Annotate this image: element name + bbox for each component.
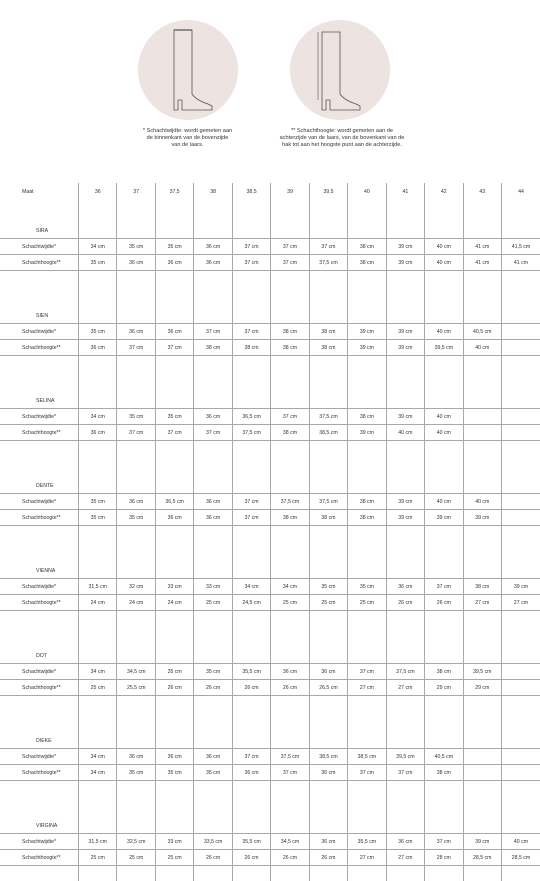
shaft-height-value: 39 cm [386,255,424,271]
model-name: DOT [0,649,79,664]
shaft-width-row [0,749,540,765]
shaft-height-value: 26 cm [309,850,347,866]
shaft-height-label: Schachthoogte** [0,765,79,781]
shaft-height-value: 25 cm [271,595,309,611]
shaft-height-value: 27 cm [463,595,501,611]
shaft-width-value [501,324,540,340]
shaft-width-value: 31,5 cm [79,579,117,595]
shaft-width-value: 41 cm [463,239,501,255]
shaft-height-row [0,595,540,611]
shaft-width-value: 37 cm [232,239,270,255]
shaft-width-value: 36 cm [117,324,155,340]
shaft-width-label: Schachtwijdte* [0,324,79,340]
size-value: 44 [501,183,540,201]
shaft-width-value: 35 cm [155,664,193,680]
shaft-height-row [0,680,540,696]
shaft-height-value: 39,5 cm [425,340,463,356]
size-value: 41 [386,183,424,201]
shaft-width-value [463,409,501,425]
shaft-width-value: 36 cm [386,834,424,850]
shaft-width-value: 40 cm [501,834,540,850]
shaft-height-label: Schachthoogte** [0,595,79,611]
spacer-row [0,441,540,457]
model-name: SELINA [0,394,79,409]
shaft-width-value: 38 cm [348,494,386,510]
shaft-width-value: 36 cm [155,749,193,765]
model-name-row [0,649,540,664]
shaft-height-label: Schachthoogte** [0,255,79,271]
shaft-width-value: 35,5 cm [348,834,386,850]
shaft-width-value: 41,5 cm [501,239,540,255]
shaft-width-value: 34,5 cm [117,664,155,680]
shaft-height-value: 26 cm [194,850,232,866]
shaft-width-value: 33,5 cm [194,834,232,850]
shaft-height-value: 41 cm [463,255,501,271]
shaft-height-value: 27 cm [348,680,386,696]
shaft-width-value: 36 cm [309,664,347,680]
shaft-width-value: 40,5 cm [463,324,501,340]
shaft-width-value: 36 cm [117,749,155,765]
shaft-height-row [0,425,540,441]
shaft-width-value: 39 cm [348,324,386,340]
shaft-height-value: 36 cm [194,510,232,526]
shaft-width-value [463,749,501,765]
spacer-row [0,626,540,649]
shaft-width-value: 35 cm [117,409,155,425]
shaft-width-value: 37 cm [194,324,232,340]
shaft-height-value: 39 cm [463,510,501,526]
shaft-height-value: 38 cm [348,255,386,271]
shaft-width-label: Schachtwijdte* [0,494,79,510]
shaft-height-value: 40 cm [425,425,463,441]
shaft-height-value: 27 cm [386,850,424,866]
shaft-height-value [463,765,501,781]
shaft-height-value: 25 cm [309,595,347,611]
shaft-width-row [0,409,540,425]
shaft-width-value: 35 cm [155,239,193,255]
shaft-width-value: 34 cm [271,579,309,595]
shaft-height-value: 26 cm [155,680,193,696]
shaft-height-value: 28,5 cm [463,850,501,866]
spacer-row [0,456,540,479]
size-value: 37,5 [155,183,193,201]
shaft-width-value: 35 cm [309,579,347,595]
shaft-height-value: 38 cm [271,510,309,526]
shaft-height-value: 37 cm [117,340,155,356]
shaft-width-value: 37 cm [309,239,347,255]
shaft-height-value: 40 cm [463,340,501,356]
shaft-width-value: 40 cm [425,409,463,425]
spacer-row [0,696,540,712]
shaft-width-value: 35 cm [155,409,193,425]
shaft-height-value: 26,5 cm [309,680,347,696]
size-value: 40 [348,183,386,201]
shaft-width-value: 36 cm [271,664,309,680]
shaft-height-value: 38 cm [232,340,270,356]
shaft-width-row [0,579,540,595]
shaft-height-value: 29 cm [425,680,463,696]
shaft-height-value: 38 cm [194,340,232,356]
model-name-row [0,394,540,409]
spacer-row [0,711,540,734]
shaft-width-value: 36 cm [194,409,232,425]
shaft-height-value: 26 cm [425,595,463,611]
shaft-width-value: 37,5 cm [309,494,347,510]
model-name-row [0,819,540,834]
model-name: SIRA [0,224,79,239]
spacer-row [0,356,540,372]
model-name-row [0,309,540,324]
size-value: 43 [463,183,501,201]
model-name: SIEN [0,309,79,324]
shaft-width-value: 34 cm [79,664,117,680]
shaft-height-value: 36 cm [117,255,155,271]
shaft-height-value: 25 cm [348,595,386,611]
shaft-width-value: 34,5 cm [271,834,309,850]
shaft-height-label: Schachthoogte** [0,680,79,696]
shaft-width-value: 38 cm [309,324,347,340]
shaft-width-value: 35 cm [194,664,232,680]
shaft-height-value: 37 cm [232,510,270,526]
shaft-width-value: 36 cm [155,324,193,340]
shaft-width-value: 37,5 cm [309,409,347,425]
shaft-height-value: 39 cm [386,510,424,526]
shaft-width-row [0,664,540,680]
shaft-width-value: 36,5 cm [232,409,270,425]
model-name: DENTE [0,479,79,494]
shaft-height-value: 36 cm [155,255,193,271]
shaft-width-value: 31,5 cm [79,834,117,850]
shaft-height-value: 37 cm [117,425,155,441]
shaft-width-label: Schachtwijdte* [0,749,79,765]
shaft-width-label: Schachtwijdte* [0,409,79,425]
shaft-width-value: 36 cm [194,239,232,255]
size-header-row [0,183,540,201]
shaft-width-value: 35 cm [79,324,117,340]
spacer-row [0,866,540,881]
shaft-width-label: Schachtwijdte* [0,834,79,850]
shaft-width-row [0,239,540,255]
shaft-width-value: 36,5 cm [155,494,193,510]
shaft-width-caption: * Schachtwijdte: wordt gemeten aan de binnenkant van de bovenzijde van de laars. [120,128,255,149]
shaft-height-value [501,765,540,781]
shaft-height-value: 36 cm [309,765,347,781]
model-name-row [0,734,540,749]
shaft-height-value: 38 cm [309,340,347,356]
shaft-width-value: 38 cm [271,324,309,340]
size-value: 39 [271,183,309,201]
shaft-height-value: 39 cm [425,510,463,526]
size-value: 39,5 [309,183,347,201]
shaft-height-value: 25,5 cm [117,680,155,696]
shaft-height-row [0,255,540,271]
shaft-width-value: 39 cm [386,494,424,510]
shaft-height-value: 29 cm [463,680,501,696]
shaft-width-value: 39 cm [386,409,424,425]
shaft-height-caption: ** Schachthoogte: wordt gemeten aan de achterzijde van de laars, van de bovenkant van de hak tot aan het hoogste punt aan de achterzijde. [262,128,422,149]
shaft-height-value [463,425,501,441]
shaft-height-value: 36 cm [194,255,232,271]
shaft-height-value: 25 cm [194,595,232,611]
shaft-width-value: 34 cm [79,239,117,255]
shaft-height-value: 25 cm [79,680,117,696]
shaft-height-value: 37 cm [271,765,309,781]
shaft-height-value: 26 cm [271,850,309,866]
shaft-height-value: 41 cm [501,255,540,271]
shaft-width-label: Schachtwijdte* [0,239,79,255]
shaft-height-value: 38 cm [271,340,309,356]
shaft-width-value: 38 cm [348,239,386,255]
shaft-height-value: 26 cm [232,680,270,696]
shaft-width-value: 36 cm [386,579,424,595]
shaft-width-value: 37 cm [271,239,309,255]
spacer-row [0,271,540,287]
shaft-width-row [0,324,540,340]
shaft-width-value: 36 cm [194,749,232,765]
spacer-row [0,201,540,224]
shaft-width-value: 37 cm [271,409,309,425]
shaft-width-row [0,494,540,510]
shaft-height-value: 38,5 cm [309,425,347,441]
shaft-width-value: 37 cm [232,494,270,510]
size-chart-table [0,183,540,881]
shaft-width-value: 38,5 cm [348,749,386,765]
spacer-row [0,796,540,819]
shaft-height-value: 38 cm [425,765,463,781]
size-value: 42 [425,183,463,201]
shaft-width-value: 40 cm [425,324,463,340]
shaft-width-label: Schachtwijdte* [0,579,79,595]
shaft-width-value [501,749,540,765]
shaft-height-value: 35 cm [117,510,155,526]
shaft-height-label: Schachthoogte** [0,510,79,526]
shaft-width-value: 37,5 cm [386,664,424,680]
shaft-height-value: 37,5 cm [309,255,347,271]
shaft-height-value: 27 cm [348,850,386,866]
shaft-width-value: 34 cm [79,409,117,425]
model-name: DIEKE [0,734,79,749]
shaft-width-value: 35 cm [117,239,155,255]
size-value: 36 [79,183,117,201]
spacer-row [0,286,540,309]
shaft-width-value: 34 cm [79,749,117,765]
shaft-height-value: 39 cm [348,425,386,441]
shaft-width-value: 37,5 cm [271,494,309,510]
model-name-row [0,564,540,579]
shaft-height-value: 26 cm [386,595,424,611]
shaft-height-value: 35 cm [194,765,232,781]
shaft-width-value: 40 cm [425,494,463,510]
shaft-width-value [501,409,540,425]
shaft-height-value: 36 cm [79,340,117,356]
shaft-height-value: 40 cm [386,425,424,441]
spacer-row [0,541,540,564]
shaft-width-value: 35 cm [79,494,117,510]
shaft-height-illustration [290,20,390,120]
shaft-width-value: 36 cm [117,494,155,510]
shaft-height-value: 37 cm [155,425,193,441]
shaft-height-value [501,680,540,696]
shaft-height-value: 24 cm [117,595,155,611]
size-value: 38 [194,183,232,201]
shaft-width-value: 37 cm [348,664,386,680]
shaft-height-value: 36 cm [79,425,117,441]
shaft-height-value: 39 cm [386,340,424,356]
shaft-height-row [0,340,540,356]
size-label: Maat [0,183,79,201]
shaft-width-value: 37 cm [425,579,463,595]
shaft-width-value: 39,5 cm [386,749,424,765]
shaft-width-value: 39 cm [386,324,424,340]
shaft-height-value: 37 cm [386,765,424,781]
shaft-height-value: 35 cm [117,765,155,781]
shaft-height-value: 34 cm [79,765,117,781]
model-name: VIRGINA [0,819,79,834]
shaft-width-value: 34 cm [232,579,270,595]
model-name: VIENNA [0,564,79,579]
shaft-width-value: 37,5 cm [271,749,309,765]
spacer-row [0,611,540,627]
shaft-width-value: 35,5 cm [232,834,270,850]
shaft-height-value: 36 cm [155,510,193,526]
shaft-width-value: 40 cm [463,494,501,510]
shaft-height-value: 27 cm [501,595,540,611]
shaft-height-value: 38 cm [348,510,386,526]
shaft-height-row [0,510,540,526]
shaft-height-value: 38 cm [271,425,309,441]
shaft-width-value: 32 cm [117,579,155,595]
shaft-height-value: 35 cm [79,255,117,271]
shaft-width-value: 39,5 cm [463,664,501,680]
spacer-row [0,371,540,394]
shaft-width-value: 40,5 cm [425,749,463,765]
shaft-height-value: 36 cm [232,765,270,781]
shaft-width-label: Schachtwijdte* [0,664,79,680]
shaft-height-value: 28,5 cm [501,850,540,866]
shaft-height-value: 24 cm [79,595,117,611]
shaft-height-label: Schachthoogte** [0,340,79,356]
shaft-height-row [0,850,540,866]
shaft-height-label: Schachthoogte** [0,425,79,441]
spacer-row [0,526,540,542]
shaft-width-value: 38 cm [425,664,463,680]
spacer-row [0,781,540,797]
shaft-height-value: 37 cm [155,340,193,356]
shaft-width-value: 33 cm [155,834,193,850]
shaft-height-value: 26 cm [271,680,309,696]
shaft-width-value: 36 cm [194,494,232,510]
shaft-height-value: 24,5 cm [232,595,270,611]
shaft-width-value: 35 cm [348,579,386,595]
shaft-height-row [0,765,540,781]
shaft-width-value: 38 cm [463,579,501,595]
shaft-width-value: 33 cm [194,579,232,595]
shaft-height-value: 26 cm [194,680,232,696]
shaft-width-value: 39 cm [501,579,540,595]
shaft-height-value [501,340,540,356]
shaft-height-value: 37 cm [348,765,386,781]
shaft-height-value: 37 cm [232,255,270,271]
size-value: 37 [117,183,155,201]
shaft-height-value: 25 cm [117,850,155,866]
shaft-height-value: 35 cm [155,765,193,781]
shaft-height-value: 25 cm [155,850,193,866]
shaft-width-value [501,664,540,680]
shaft-height-value: 35 cm [79,510,117,526]
shaft-width-value: 38 cm [348,409,386,425]
shaft-height-value: 40 cm [425,255,463,271]
shaft-width-value [501,494,540,510]
shaft-height-value [501,425,540,441]
shaft-width-value: 32,5 cm [117,834,155,850]
shaft-width-value: 36 cm [309,834,347,850]
shaft-width-value: 38,5 cm [309,749,347,765]
shaft-height-value [501,510,540,526]
shaft-height-value: 28 cm [425,850,463,866]
shaft-width-value: 39 cm [463,834,501,850]
shaft-width-row [0,834,540,850]
shaft-width-value: 39 cm [386,239,424,255]
shaft-width-value: 37 cm [232,749,270,765]
shaft-width-illustration [138,20,238,120]
shaft-height-value: 37,5 cm [232,425,270,441]
shaft-height-value: 37 cm [194,425,232,441]
shaft-width-value: 37 cm [232,324,270,340]
shaft-height-value: 27 cm [386,680,424,696]
shaft-height-value: 37 cm [271,255,309,271]
shaft-height-label: Schachthoogte** [0,850,79,866]
size-value: 38,5 [232,183,270,201]
shaft-height-value: 25 cm [79,850,117,866]
shaft-height-value: 24 cm [155,595,193,611]
boot-shaft-width-icon [138,20,238,120]
shaft-width-value: 33 cm [155,579,193,595]
shaft-height-value: 39 cm [348,340,386,356]
model-name-row [0,224,540,239]
shaft-height-value: 38 cm [309,510,347,526]
shaft-height-value: 26 cm [232,850,270,866]
shaft-width-value: 40 cm [425,239,463,255]
shaft-width-value: 37 cm [425,834,463,850]
model-name-row [0,479,540,494]
shaft-width-value: 35,5 cm [232,664,270,680]
boot-shaft-height-icon [290,20,390,120]
